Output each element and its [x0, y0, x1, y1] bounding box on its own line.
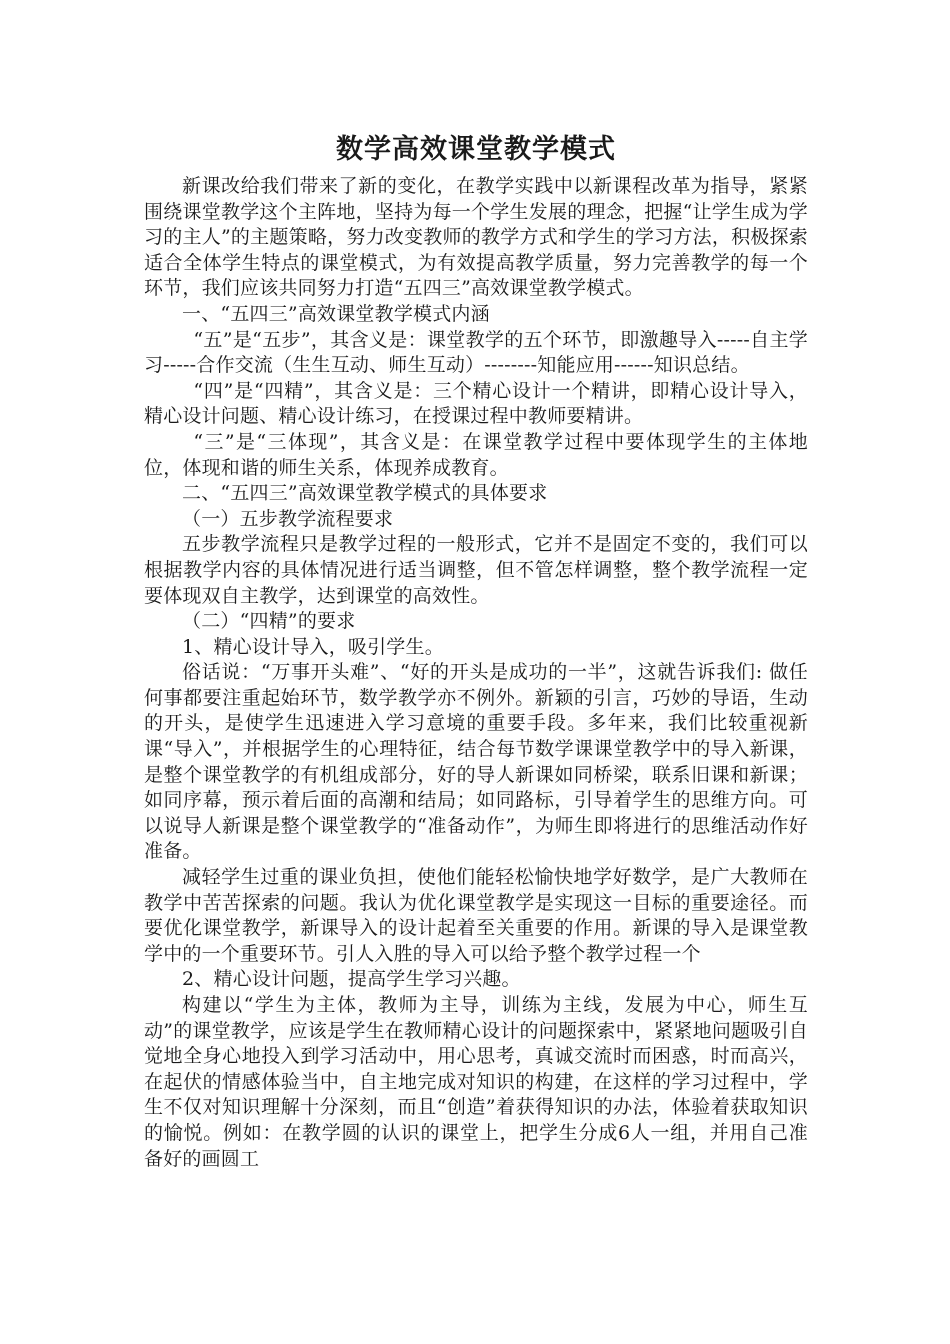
paragraph-question-design: 构建以“学生为主体，教师为主导，训练为主线，发展为中心，师生互动”的课堂教学，应该是学生在教师精心设计的问题探索中，紧紧地问题吸引自觉地全身心地投入到学习活动中，用心思考，真诚交流时而困惑，时而高兴，在起伏的情感体验当中，自主地完成对知识的构建，在这样的学习过程中，学生不仅对知识理解十分深刻，而且“创造”着获得知识的办法，体验着获取知识的愉悦。例如：在教学圆的认识的课堂上，把学生分成6人一组，并用自己准备好的画圆工 — [144, 994, 808, 1170]
item-heading-1: 1、精心设计导入，吸引学生。 — [182, 635, 444, 658]
paragraph-intro: 新课改给我们带来了新的变化，在教学实践中以新课程改革为指导，紧紧围绕课堂教学这个主阵地，坚持为每一个学生发展的理念，把握“让学生成为学习的主人”的主题策略，努力改变教师的教学方式和学生的学习方法，积极探索适合全体学生特点的课堂模式，为有效提高教学质量，努力完善教学的每一个环节，我们应该共同努力打造“五四三”高效课堂教学模式。 — [144, 175, 808, 300]
section-heading-2: 二、“五四三”高效课堂教学模式的具体要求 — [182, 482, 548, 505]
subsection-heading-1: （一）五步教学流程要求 — [182, 507, 394, 530]
paragraph-intro-design: 俗话说：“万事开头难”、“好的开头是成功的一半”，这就告诉我们: 做任何事都要注重起始环节，数学教学亦不例外。新颖的引言，巧妙的导语，生动的开头，是使学生迅速进入学习意境的重要手段。多年来，我们比较重视新课“导入”，并根据学生的心理特征，结合每节数学课课堂教学中的导入新课，是整个课堂教学的有机组成部分，好的导人新课如同桥梁，联系旧课和新课；如同序幕，预示着后面的高潮和结局；如同路标，引导着学生的思维方向。可以说导人新课是整个课堂教学的“准备动作”，为师生即将进行的思维活动作好准备。 — [144, 661, 808, 863]
section-heading-1: 一、“五四三”高效课堂教学模式内涵 — [182, 302, 490, 325]
paragraph-flow: 五步教学流程只是教学过程的一般形式，它并不是固定不变的，我们可以根据教学内容的具体情况进行适当调整，但不管怎样调整，整个教学流程一定要体现双自主教学，达到课堂的高效性。 — [144, 533, 808, 607]
document-title: 数学高效课堂教学模式 — [336, 134, 616, 165]
paragraph-five-steps: “五”是“五步”，其含义是：课堂教学的五个环节，即激趣导入-----自主学习-----合作交流（生生互动、师生互动）--------知能应用------知识总结。 — [144, 328, 808, 377]
paragraph-three-tixian: “三”是“三体现”，其含义是：在课堂教学过程中要体现学生的主体地位，体现和谐的师生关系，体现养成教育。 — [144, 430, 808, 479]
subsection-heading-2: （二）“四精”的要求 — [182, 610, 356, 633]
document-page — [144, 128, 808, 1172]
item-heading-2: 2、精心设计问题，提高学生学习兴趣。 — [182, 968, 521, 991]
paragraph-four-jing: “四”是“四精”，其含义是：三个精心设计一个精讲，即精心设计导入，精心设计问题、精心设计练习，在授课过程中教师要精讲。 — [144, 379, 808, 428]
paragraph-burden: 减轻学生过重的课业负担，使他们能轻松愉快地学好数学，是广大教师在教学中苦苦探索的问题。我认为优化课堂教学是实现这一目标的重要途径。而要优化课堂教学，新课导入的设计起着至关重要的作用。新课的导入是课堂教学中的一个重要环节。引人入胜的导入可以给予整个教学过程一个 — [144, 866, 808, 965]
